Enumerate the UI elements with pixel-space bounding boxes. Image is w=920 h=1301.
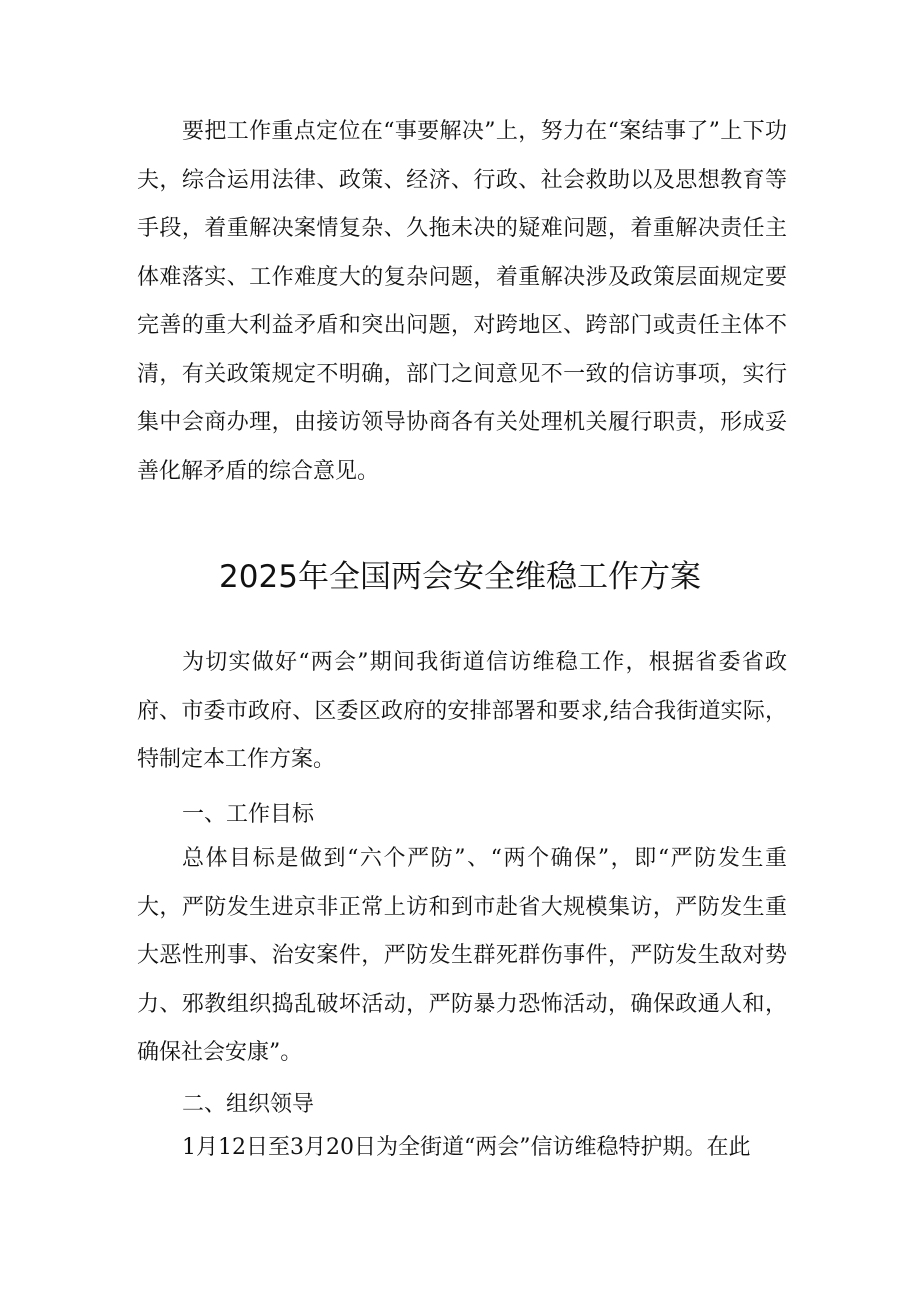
paragraph-intro: 为切实做好“两会”期间我街道信访维稳工作，根据省委省政府、市委市政府、区委区政府的安排部署和要求,结合我街道实际，特制定本工作方案。 (137, 650, 787, 772)
paragraph-block-3 (137, 835, 787, 1078)
paragraph-organization: 1月12日至3月20日为全街道“两会”信访维稳特护期。在此 (182, 1135, 751, 1160)
paragraph-block-1 (137, 108, 787, 496)
paragraph-block-2 (137, 639, 787, 785)
paragraph-block-4 (137, 1124, 787, 1173)
paragraph-casework: 要把工作重点定位在“事要解决”上，努力在“案结事了”上下功夫，综合运用法律、政策、经济、行政、社会救助以及思想教育等手段，着重解决案情复杂、久拖未决的疑难问题，着重解决责任主体难落实、工作难度大的复杂问题，着重解决涉及政策层面规定要完善的重大利益矛盾和突出问题，对跨地区、跨部门或责任主体不清，有关政策规定不明确，部门之间意见不一致的信访事项，实行集中会商办理，由接访领导协商各有关处理机关履行职责，形成妥善化解矛盾的综合意见。 (137, 119, 787, 484)
paragraph-goals: 总体目标是做到“六个严防”、“两个确保”，即“严防发生重大，严防发生进京非正常上访和到市赴省大规模集访，严防发生重大恶性刑事、治安案件，严防发生群死群伤事件，严防发生敌对势力、邪教组织捣乱破坏活动，严防暴力恐怖活动，确保政通人和，确保社会安康”。 (137, 846, 787, 1065)
document-title: 2025年全国两会安全维稳工作方案 (219, 559, 701, 595)
section-heading-goals: 一、工作目标 (182, 802, 315, 827)
section-heading-organization: 二、组织领导 (182, 1092, 315, 1117)
